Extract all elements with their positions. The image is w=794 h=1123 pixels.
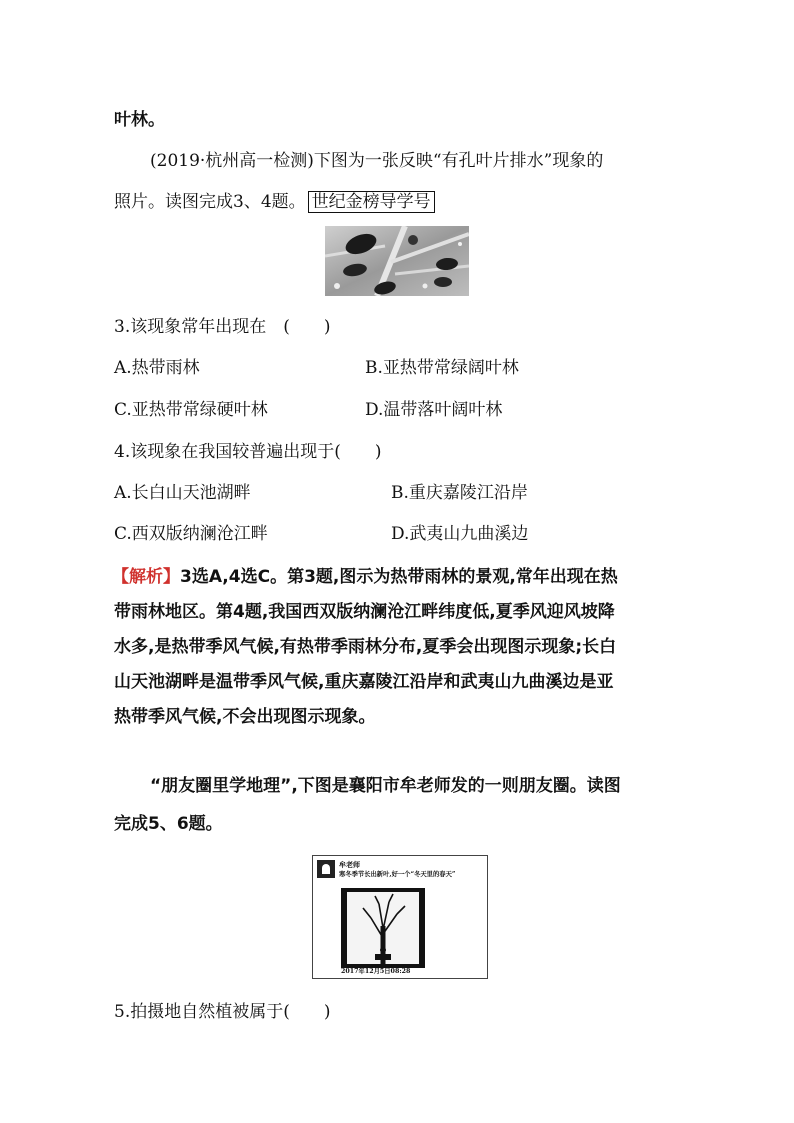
analysis-line-5: 热带季风气候,不会出现图示现象。 (114, 707, 376, 727)
q3-option-b: B.亚热带常绿阔叶林 (365, 358, 519, 378)
question-4: 4.该现象在我国较普遍出现于( ) (114, 442, 382, 462)
analysis-line-3: 水多,是热带季风气候,有热带季雨林分布,夏季会出现图示现象;长白 (114, 637, 617, 657)
q3-option-c: C.亚热带常绿硬叶林 (114, 400, 268, 420)
wechat-moment-card (312, 855, 488, 979)
text-line-1 (114, 108, 165, 132)
q4-option-d: D.武夷山九曲溪边 (391, 524, 529, 544)
analysis-line-1 (112, 565, 618, 589)
leaf-photo (325, 226, 469, 296)
text-line-2: (2019·杭州高一检测)下图为一张反映“有孔叶片排水”现象的 (150, 151, 604, 171)
analysis-label: 【解析】 (112, 567, 180, 587)
text-line-3 (114, 190, 435, 214)
analysis-text-1: 3选A,4选C。第3题,图示为热带雨林的景观,常年出现在热 (180, 567, 618, 587)
avatar (317, 860, 335, 878)
q3-option-d: D.温带落叶阔叶林 (365, 400, 503, 420)
post-time: 2017年12月5日08:28 (341, 968, 411, 975)
tree-photo (341, 888, 425, 968)
boxed-label: 世纪金榜导学号 (308, 191, 435, 213)
question-3: 3.该现象常年出现在 ( ) (114, 317, 331, 337)
line-1-text: 叶林。 (114, 110, 165, 130)
q4-option-a: A.长白山天池湖畔 (114, 483, 251, 503)
line-3-text: 照片。读图完成3、4题。 (114, 192, 306, 212)
question-5: 5.拍摄地自然植被属于( ) (114, 1002, 331, 1022)
poster-name: 牟老师 (339, 860, 360, 869)
q4-option-c: C.西双版纳澜沧江畔 (114, 524, 268, 544)
intro-line-2: 完成5、6题。 (114, 814, 223, 834)
intro-line-1: “朋友圈里学地理”,下图是襄阳市牟老师发的一则朋友圈。读图 (150, 776, 621, 796)
q3-option-a: A.热带雨林 (114, 358, 200, 378)
analysis-line-2: 带雨林地区。第4题,我国西双版纳澜沧江畔纬度低,夏季风迎风坡降 (114, 602, 615, 622)
analysis-line-4: 山天池湖畔是温带季风气候,重庆嘉陵江沿岸和武夷山九曲溪边是亚 (114, 672, 614, 692)
q4-option-b: B.重庆嘉陵江沿岸 (391, 483, 528, 503)
post-text: 寒冬季节长出新叶,好一个“冬天里的春天” (339, 871, 456, 878)
